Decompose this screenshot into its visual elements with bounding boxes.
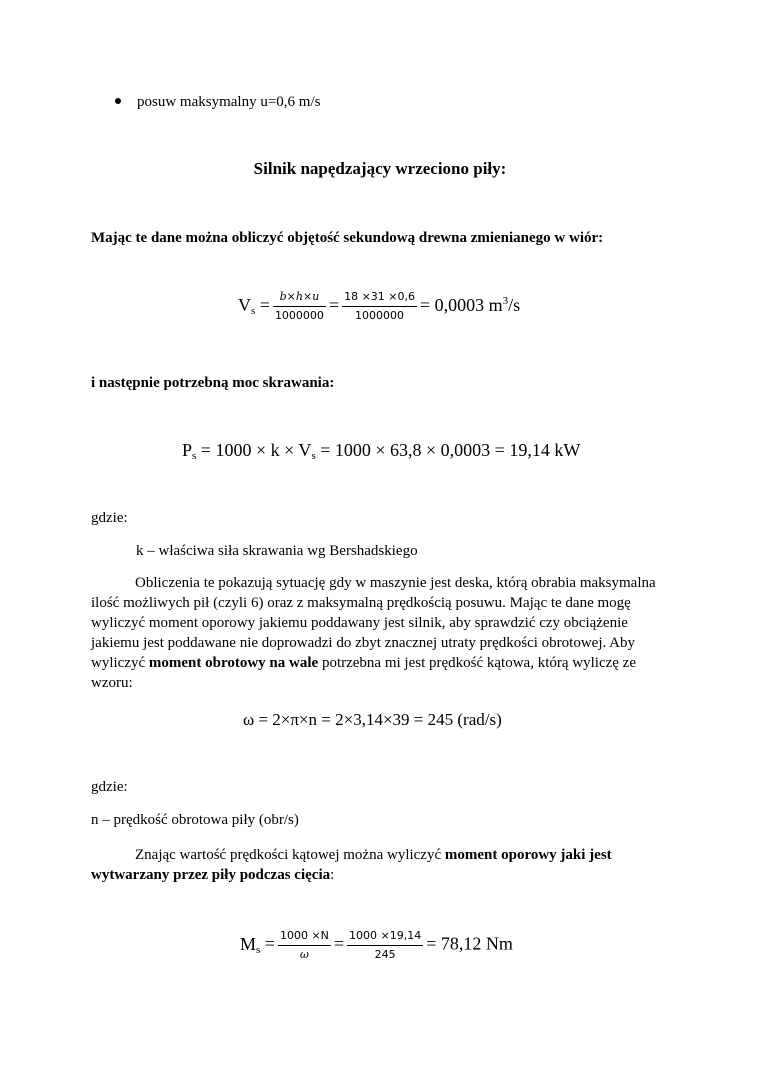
formula-vs-fraction-1: $\frac{b\times h\times u}{1000000}$ — [274, 290, 324, 323]
formula-ps: $P_s = 1000 \times k \times V_s = 1000 \times 63,8 \times 0,0003 = 19,14$ kW — [182, 440, 581, 462]
formula-vs-fraction-2: $\frac{18 \times 31 \times 0,6}{1000000}$ — [344, 290, 416, 323]
bullet-icon — [115, 98, 121, 104]
intro-text: Mając te dane można obliczyć objętość sekundową drewna zmienianego w wiór: — [91, 230, 604, 246]
formula-ms-fraction-1: $\frac{1000 \times N}{\omega}$ — [279, 929, 329, 961]
section-title: Silnik napędzający wrzeciono piły: — [253, 159, 507, 178]
bullet-text: posuw maksymalny u=0,6 m/s — [137, 94, 321, 110]
paragraph-calculations: Obliczenia te pokazują sytuację gdy w maszynie jest deska, którą obrabia maksymalna ilość możliwych pił (czyli 6) oraz z maksymalną prędkością posuwu. Mając te dane mogę wyliczyć moment oporowy jakiemu poddawany jest silnik, aby sprawdzić czy obciążenie jakiemu jest poddawane nie doprowadzi do zbyt znacznej utraty prędkości obrotowej. Aby wyliczyć moment obrotowy na wale potrzebna mi jest prędkość kątowa, którą wyliczę ze wzoru: — [91, 575, 656, 691]
paragraph-moment: Znając wartość prędkości kątowej można wyliczyć moment oporowy jaki jest wytwarzany przez piły podczas cięcia: — [91, 847, 612, 883]
definition-n: n – prędkość obrotowa piły (obr/s) — [91, 812, 299, 828]
formula-vs-lhs: $V_s$ — [238, 295, 256, 317]
then-text: i następnie potrzebną moc skrawania: — [91, 375, 335, 391]
formula-ms: $M_s$ = $\frac{1000 \times N}{\omega}$ = $\frac{1000 \times 19,14}{245}$ = 78,12 Nm — [240, 929, 513, 961]
formula-ms-lhs: $M_s$ — [240, 933, 261, 956]
formula-vs-result: = 0,0003 $m^3/s$ — [420, 295, 521, 315]
formula-omega: ω = 2×π×n = 2×3,14×39 = 245 (rad/s) — [243, 710, 502, 729]
definition-k: k – właściwa siła skrawania wg Bershadskiego — [136, 543, 418, 559]
formula-ms-fraction-2: $\frac{1000 \times 19,14}{245}$ — [349, 929, 422, 961]
bold-moment-oporowy: moment oporowy jaki jest wytwarzany przez piły podczas cięcia — [91, 847, 612, 883]
where-label-2: gdzie: — [91, 779, 128, 795]
formula-vs: $V_s$ = $\frac{b\times h\times u}{1000000}$ = $\frac{18 \times 31 \times 0,6}{1000000}$ = 0,0003 $m^3/s$ — [238, 290, 521, 323]
where-label-1: gdzie: — [91, 510, 128, 526]
bold-moment-obrotowy: moment obrotowy na wale — [148, 655, 319, 671]
formula-ms-result: = 78,12 Nm — [426, 933, 513, 954]
